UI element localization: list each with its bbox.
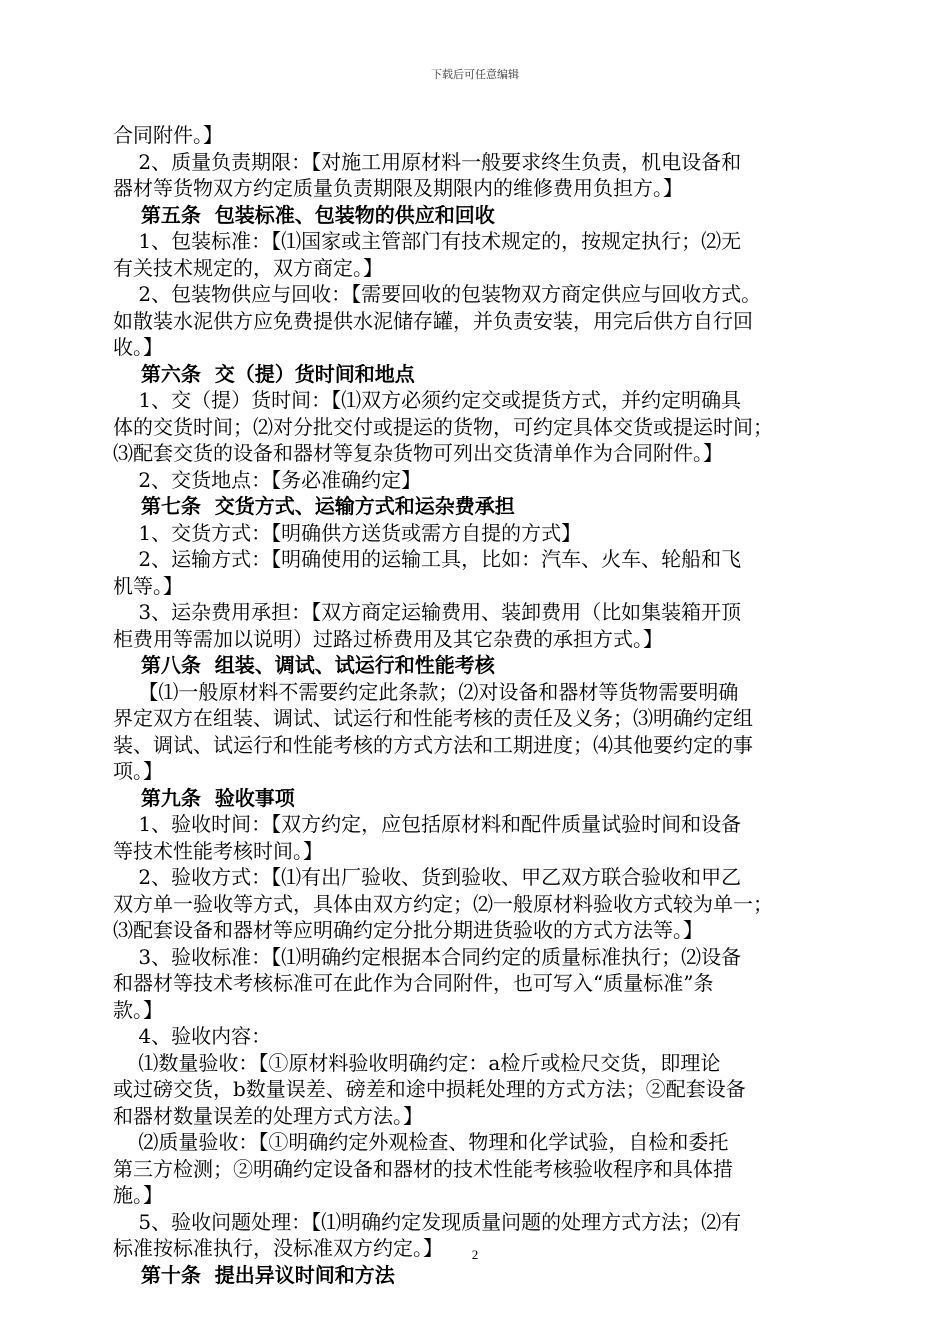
paragraph-line: ⑴数量验收：【①原材料验收明确约定：a检斤或检尺交货，即理论 — [113, 1050, 721, 1075]
paragraph-line: 器材等货物双方约定质量负责期限及期限内的维修费用负担方。】 — [113, 176, 683, 200]
paragraph-line: 体的交货时间；⑵对分批交付或提运的货物，可约定具体交货或提运时间； — [113, 414, 773, 439]
article-heading: 第十条 提出异议时间和方法 — [113, 1262, 395, 1287]
paragraph-line: 款。】 — [113, 997, 163, 1022]
paragraph-line: 收。】 — [113, 335, 163, 359]
paragraph-line: 柜费用等需加以说明）过路过桥费用及其它杂费的承担方式。】 — [113, 626, 663, 651]
paragraph-line: 3、运杂费用承担：【双方商定运输费用、装卸费用（比如集装箱开顶 — [113, 600, 742, 624]
article-heading: 第七条 交货方式、运输方式和运杂费承担 — [113, 494, 515, 518]
paragraph-line: 【⑴一般原材料不需要约定此条款；⑵对设备和器材等货物需要明确 — [113, 679, 739, 704]
paragraph-line: 双方单一验收等方式，具体由双方约定；⑵一般原材料验收方式较为单一； — [113, 891, 773, 916]
paragraph-line: 2、包装物供应与回收：【需要回收的包装物双方商定供应与回收方式。 — [113, 282, 762, 306]
paragraph-line: 1、验收时间：【双方约定，应包括原材料和配件质量试验时间和设备 — [113, 812, 742, 836]
article-heading: 第五条 包装标准、包装物的供应和回收 — [113, 202, 495, 227]
paragraph-line: 标准按标准执行，没标准双方约定。】 — [113, 1236, 443, 1260]
paragraph-line: 3、验收标准：【⑴明确约定根据本合同约定的质量标准执行；⑵设备 — [113, 944, 742, 969]
paragraph-line: 第三方检测；②明确约定设备和器材的技术性能考核验收程序和具体措 — [113, 1156, 733, 1181]
paragraph-line: 等技术性能考核时间。】 — [113, 838, 323, 863]
article-heading: 第八条 组装、调试、试运行和性能考核 — [113, 653, 495, 677]
paragraph-line: 1、交货方式：【明确供方送货或需方自提的方式】 — [113, 520, 582, 545]
article-heading: 第九条 验收事项 — [113, 785, 295, 810]
paragraph-line: ⑶配套交货的设备和器材等复杂货物可列出交货清单作为合同附件。】 — [113, 441, 723, 465]
paragraph-line: ⑵质量验收：【①明确约定外观检查、物理和化学试验，自检和委托 — [113, 1130, 729, 1154]
paragraph-line: 2、质量负责期限：【对施工用原材料一般要求终生负责，机电设备和 — [113, 149, 742, 174]
paragraph-line: 和器材数量误差的处理方式方法。】 — [113, 1103, 423, 1128]
page-header: 下载后可任意编辑 — [431, 68, 519, 81]
paragraph-line: 5、验收问题处理：【⑴明确约定发现质量问题的处理方式方法；⑵有 — [113, 1209, 742, 1234]
paragraph-line: 2、验收方式：【⑴有出厂验收、货到验收、甲乙双方联合验收和甲乙 — [113, 865, 742, 889]
paragraph-line: 2、运输方式：【明确使用的运输工具，比如：汽车、火车、轮船和飞 — [113, 547, 742, 571]
paragraph-line: 1、交（提）货时间：【⑴双方必须约定交或提货方式，并约定明确具 — [113, 388, 742, 412]
paragraph-line: 装、调试、试运行和性能考核的方式方法和工期进度；⑷其他要约定的事 — [113, 732, 753, 757]
paragraph-line: ⑶配套设备和器材等应明确约定分批分期进货验收的方式方法等。】 — [113, 918, 703, 942]
paragraph-line: 项。】 — [113, 759, 163, 783]
paragraph-line: 合同附件。】 — [113, 123, 223, 147]
paragraph-line: 2、交货地点：【务必准确约定】 — [113, 467, 422, 492]
article-heading: 第六条 交（提）货时间和地点 — [113, 361, 415, 386]
paragraph-line: 机等。】 — [113, 573, 183, 598]
paragraph-line: 或过磅交货，b数量误差、磅差和途中损耗处理的方式方法；②配套设备 — [113, 1077, 746, 1101]
document-body — [113, 122, 843, 1288]
paragraph-line: 如散装水泥供方应免费提供水泥储存罐，并负责安装，用完后供方自行回 — [113, 308, 753, 333]
paragraph-line: 4、验收内容： — [113, 1024, 272, 1048]
paragraph-line: 界定双方在组装、调试、试运行和性能考核的责任及义务；⑶明确约定组 — [113, 706, 753, 730]
paragraph-line: 和器材等技术考核标准可在此作为合同附件，也可写入“质量标准”条 — [113, 971, 714, 995]
paragraph-line: 施。】 — [113, 1183, 163, 1207]
page-number: 2 — [471, 1247, 479, 1262]
paragraph-line: 有关技术规定的，双方商定。】 — [113, 255, 383, 280]
paragraph-line: 1、包装标准：【⑴国家或主管部门有技术规定的，按规定执行；⑵无 — [113, 229, 742, 253]
